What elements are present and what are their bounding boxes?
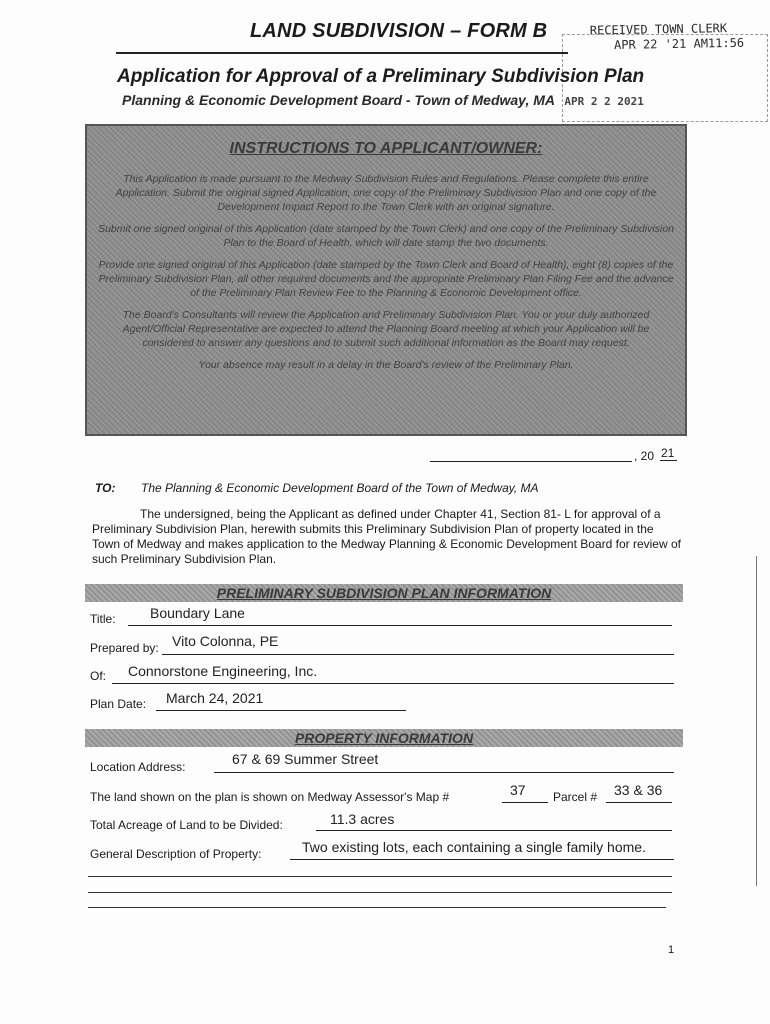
instruction-paragraph: Submit one signed original of this Application (date stamped by the Town Clerk) and one copy of the Preliminary Subdivision Plan to the Board of Health, which will date stamp the two documents. (98, 223, 674, 249)
location-field-line (214, 772, 674, 773)
stamp-line-date: APR 22 '21 AM11:56 (613, 35, 745, 53)
page-number: 1 (668, 944, 675, 956)
title-field[interactable]: Boundary Lane (150, 605, 245, 621)
assessor-map-field[interactable]: 37 (510, 782, 526, 798)
to-label: TO: (95, 481, 116, 495)
title-label: Title: (90, 612, 116, 626)
form-title: LAND SUBDIVISION – FORM B (250, 20, 548, 42)
stamp-line-received: RECEIVED TOWN CLERK (589, 21, 728, 38)
instructions-box (85, 124, 687, 436)
prepared-by-field-line (162, 654, 674, 655)
date-suffix: , 20 (634, 449, 655, 463)
prepared-by-label: Prepared by: (90, 641, 159, 655)
plan-date-label: Plan Date: (90, 697, 147, 711)
instruction-paragraph: The Board's Consultants will review the Application and Preliminary Subdivision Plan. You or your duly authorized Agent/Official Representative are expected to attend the Planning Board meeting at which your Application will be considered to answer any questions and to submit such additional information as the Board may request. (122, 309, 650, 349)
section-property-information: PROPERTY INFORMATION (85, 729, 683, 747)
title-field-line (128, 625, 672, 626)
of-field[interactable]: Connorstone Engineering, Inc. (128, 663, 318, 679)
to-recipient: The Planning & Economic Development Board of the Town of Medway, MA (141, 481, 539, 495)
location-label: Location Address: (90, 760, 186, 774)
section-plan-information: PRELIMINARY SUBDIVISION PLAN INFORMATION (85, 584, 683, 602)
description-field[interactable]: Two existing lots, each containing a single family home. (302, 839, 646, 855)
intro-paragraph: The undersigned, being the Applicant as defined under Chapter 41, Section 81- L for approval of a Preliminary Subdivision Plan, herewith submits this Preliminary Subdivision Plan of property located in the Town of Medway and makes application to the Medway Planning & Economic Development Board for review of such Preliminary Subdivision Plan. (92, 507, 681, 566)
parcel-field-line (606, 802, 672, 803)
prepared-by-field[interactable]: Vito Colonna, PE (172, 633, 279, 649)
application-subtitle (122, 92, 644, 108)
of-label: Of: (90, 669, 107, 683)
description-continuation-line[interactable] (88, 907, 666, 908)
board-name: Planning & Economic Development Board - Town of Medway, MA (122, 92, 555, 108)
date-year-field[interactable]: 21 (660, 446, 677, 461)
instruction-paragraph: This Application is made pursuant to the Medway Subdivision Rules and Regulations. Please complete this entire Application. Submit the original signed Application, one copy of the Preliminary Subdivision Plan and one copy of the Development Impact Report to the Town Clerk with an original signature. (115, 173, 657, 213)
parcel-field[interactable]: 33 & 36 (614, 782, 663, 798)
acreage-field-line (316, 830, 672, 831)
assessor-map-field-line (502, 802, 548, 803)
header-divider (116, 52, 568, 54)
date-field-line[interactable] (430, 461, 632, 462)
plan-date-field-line (156, 710, 406, 711)
scan-margin-mark (756, 556, 757, 886)
plan-date-field[interactable]: March 24, 2021 (166, 690, 264, 706)
assessor-map-label: The land shown on the plan is shown on Medway Assessor's Map # (90, 790, 450, 804)
description-continuation-line[interactable] (88, 876, 672, 877)
acreage-label: Total Acreage of Land to be Divided: (90, 818, 283, 832)
description-continuation-line[interactable] (88, 892, 672, 893)
instruction-paragraph: Your absence may result in a delay in the Board's review of the Preliminary Plan. (198, 359, 574, 371)
acreage-field[interactable]: 11.3 acres (330, 811, 395, 827)
of-field-line (112, 683, 674, 684)
description-label: General Description of Property: (90, 847, 262, 861)
instruction-paragraph: Provide one signed original of this Application (date stamped by the Town Clerk and Board of Health), eight (8) copies of the Preliminary Subdivision Plan, all other required documents and the appropriate Preliminary Plan Filing Fee and the advance of the Preliminary Plan Review Fee to the Planning & Economic Development office. (98, 259, 674, 299)
instructions-heading: INSTRUCTIONS TO APPLICANT/OWNER: (229, 140, 543, 157)
location-field[interactable]: 67 & 69 Summer Street (232, 751, 379, 767)
instructions-body (97, 172, 675, 380)
subtitle-date-stamp: APR 2 2 2021 (564, 95, 644, 108)
application-title: Application for Approval of a Preliminary Subdivision Plan (117, 66, 645, 87)
description-field-line (290, 859, 674, 860)
parcel-label: Parcel # (553, 790, 598, 804)
